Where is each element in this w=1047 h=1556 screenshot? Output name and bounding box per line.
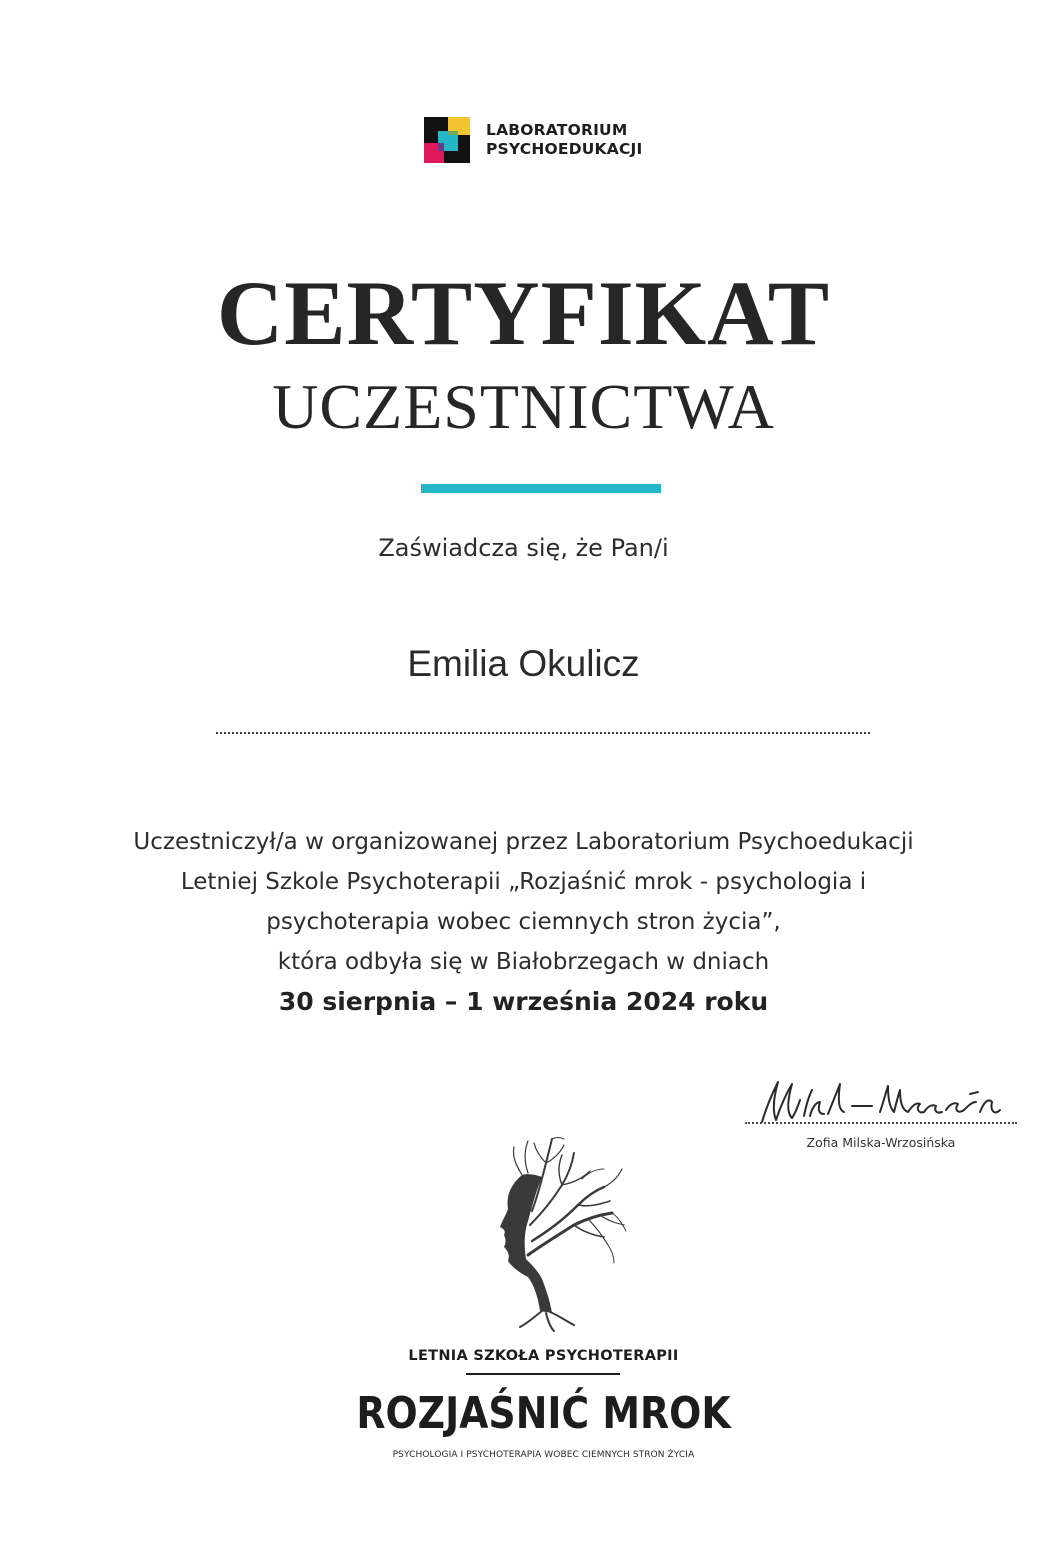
- logo-line-2: PSYCHOEDUKACJI: [486, 140, 643, 158]
- logo-mark-icon: [424, 117, 470, 163]
- certificate-title: CERTYFIKAT: [216, 262, 831, 364]
- school-name-line-1: LETNIA SZKOŁA PSYCHOTERAPII: [408, 1348, 679, 1364]
- school-name-line-2: ROZJAŚNIĆ MROK: [356, 1388, 731, 1439]
- logo-text: [486, 121, 642, 159]
- organization-logo: [424, 117, 684, 167]
- school-tagline: PSYCHOLOGIA I PSYCHOTERAPIA WOBEC CIEMNYCH STRON ŻYCIA: [392, 1450, 695, 1460]
- logo-line-1: LABORATORIUM: [486, 121, 628, 139]
- body-line-2: Letniej Szkole Psychoterapii „Rozjaśnić mrok - psychologia i: [180, 869, 867, 895]
- certificate-subtitle: UCZESTNICTWA: [272, 371, 775, 442]
- accent-divider: [421, 484, 661, 493]
- certificate-body: [0, 822, 1047, 1022]
- participant-name: Emilia Okulicz: [407, 643, 640, 684]
- name-dotted-line: [216, 732, 870, 734]
- body-line-4: która odbyła się w Białobrzegach w dniach: [277, 949, 770, 975]
- tree-face-logo-icon: [462, 1135, 632, 1335]
- body-line-3: psychoterapia wobec ciemnych stron życia”,: [266, 909, 781, 935]
- signature-dotted-line: [745, 1122, 1017, 1124]
- intro-text: Zaświadcza się, że Pan/i: [378, 534, 669, 562]
- event-dates: 30 sierpnia – 1 września 2024 roku: [278, 987, 769, 1016]
- signatory-name: Zofia Milska-Wrzosińska: [806, 1135, 956, 1150]
- body-line-1: Uczestniczył/a w organizowanej przez Laboratorium Psychoedukacji: [133, 829, 914, 855]
- school-divider: [466, 1373, 620, 1375]
